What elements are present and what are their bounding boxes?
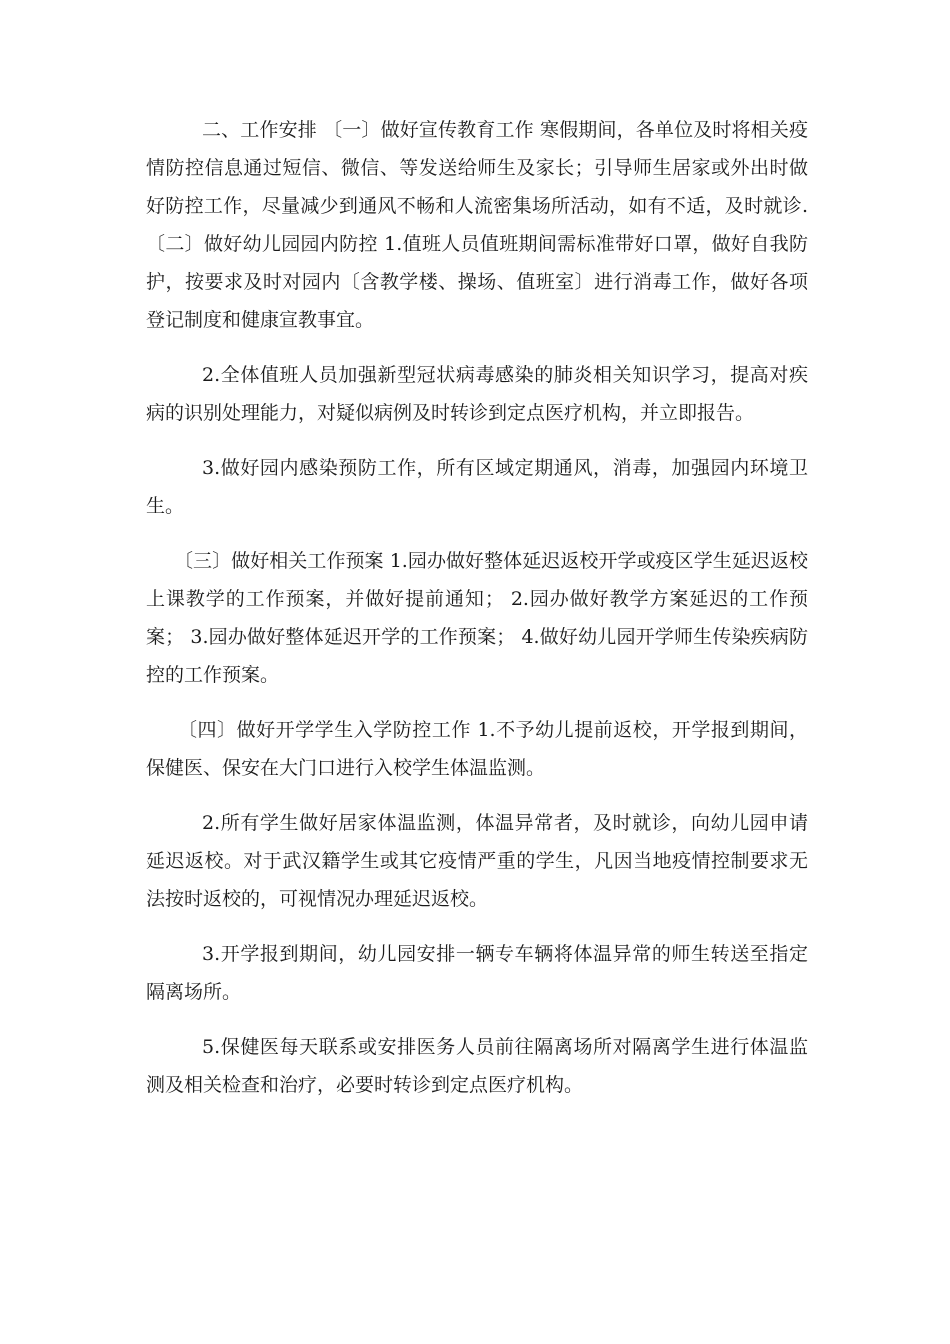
paragraph-home-monitoring: 2.所有学生做好居家体温监测，体温异常者，及时就诊，向幼儿园申请延迟返校。对于武汉籍学生或其它疫情严重的学生，凡因当地疫情控制要求无法按时返校的，可视情况办理延迟返校。 xyxy=(146,812,808,910)
paragraph-transfer-vehicle: 3.开学报到期间，幼儿园安排一辆专车辆将体温异常的师生转送至指定隔离场所。 xyxy=(146,943,808,1003)
paragraph-entry-screening: 〔四〕做好开学学生入学防控工作 1.不予幼儿提前返校，开学报到期间，保健医、保安在大门口进行入校学生体温监测。 xyxy=(146,719,808,779)
paragraph-staff-training: 2.全体值班人员加强新型冠状病毒感染的肺炎相关知识学习，提高对疾病的识别处理能力，对疑似病例及时转诊到定点医疗机构，并立即报告。 xyxy=(146,364,808,424)
paragraph-contingency-plans: 〔三〕做好相关工作预案 1.园办做好整体延迟返校开学或疫区学生延迟返校上课教学的工作预案，并做好提前通知； 2.园办做好教学方案延迟的工作预案； 3.园办做好整体延迟开学的工作预案； 4.做好幼儿园开学师生传染疾病防控的工作预案。 xyxy=(146,550,808,686)
paragraph-medical-followup: 5.保健医每天联系或安排医务人员前往隔离场所对隔离学生进行体温监测及相关检查和治疗，必要时转诊到定点医疗机构。 xyxy=(146,1036,808,1096)
document-body xyxy=(146,111,808,1104)
paragraph-infection-prevention: 3.做好园内感染预防工作，所有区域定期通风，消毒，加强园内环境卫生。 xyxy=(146,457,808,517)
paragraph-work-arrangement: 二、工作安排 〔一〕做好宣传教育工作 寒假期间，各单位及时将相关疫情防控信息通过短信、微信、等发送给师生及家长；引导师生居家或外出时做好防控工作，尽量减少到通风不畅和人流密集场所活动，如有不适，及时就诊. 〔二〕做好幼儿园园内防控 1.值班人员值班期间需标准带好口罩，做好自我防护，按要求及时对园内〔含教学楼、操场、值班室〕进行消毒工作，做好各项登记制度和健康宣教事宜。 xyxy=(146,119,808,331)
